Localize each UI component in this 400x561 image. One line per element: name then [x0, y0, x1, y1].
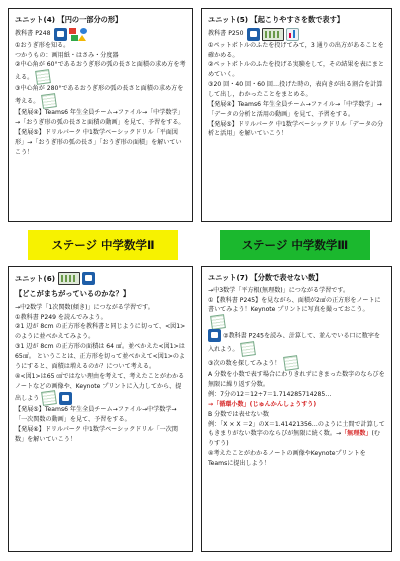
unit-7-line-3: ②教科書 P245を読み、計算して、並んでいる口に数字を入れよう。	[208, 332, 381, 354]
unit-6-line-1: →中2数学「1次関数(傾き)」につながる学習です。	[15, 303, 154, 311]
notebook-icon	[283, 355, 299, 371]
unit-7-line-1: →中3数学「平方根(無理数)」につながる学習です。	[208, 286, 350, 294]
unit-5-line-2: ②ペットボトルのふたを投げる実験をして，その結果を表にまとめていく。	[208, 61, 384, 79]
keynote-icon	[59, 392, 72, 405]
unit-7-card	[201, 266, 392, 552]
unit-6-line-2: ①教科書 P249 を読んでみよう。	[15, 313, 107, 321]
unit-5-line-1: ①ペットボトルのふたを投げてみて，3 通りの出方があることを確かめる。	[208, 41, 384, 59]
unit-7-title: ユニット(7) 【分数で表せない数】	[208, 273, 323, 282]
unit-5-line-4: 【発展④】Teams6 年生全員チーム→ファイル→「中学数学」→「データの分析と活用の動画」を見て、予習をする。	[208, 100, 382, 118]
table-icon	[58, 272, 80, 285]
unit-4-line-1: ①おうぎ形を知る。	[15, 41, 70, 49]
stage-2-banner: ステージ 中学数学Ⅱ	[28, 230, 178, 260]
unit-6-question: 【どこがまちがっているのかな？】	[15, 289, 131, 298]
stage-3-banner: ステージ 中学数学Ⅲ	[220, 230, 370, 260]
table-icon	[262, 28, 284, 41]
unit-5-line-5: 【発展⑤】ドリルパーク 中1数学ベーシックドリル「データの分析と活用」を解いていこう！	[208, 120, 384, 138]
unit-7-line-7: →「循環小数」(じゅんかんしょうすう)	[208, 400, 317, 408]
unit-6-line-3: ②1 辺が 8cm の正方形を教科書と同じように切って、<図1>のように並べかえてみよう。	[15, 323, 186, 341]
keynote-icon	[208, 329, 221, 342]
unit-5-line-3: ③20 回・40 回・60 回…投げた時の，表向きが出る割合を計算して出し，わかったことをまとめる。	[208, 81, 383, 98]
notebook-icon	[241, 341, 257, 357]
keynote-icon	[82, 272, 95, 285]
keynote-icon	[247, 28, 260, 41]
unit-4-title: ユニット(4) 【円の一部分の形】	[15, 15, 123, 24]
unit-5-page: 教科書 P250	[208, 30, 244, 38]
unit-6-line-7: 【発展⑥】ドリルパーク 中1数学ベーシックドリル「一次関数」を解いていこう！	[15, 426, 178, 443]
unit-4-page: 教科書 P248	[15, 30, 51, 38]
unit-6-card	[8, 266, 193, 552]
unit-7-line-6: 例：7分の12＝12÷7＝1.714285714285…	[208, 390, 332, 398]
notebook-icon	[41, 93, 57, 109]
unit-4-line-4: ③中心角が 280°であるおうぎ形の弧の長さと面積の求め方を考える。	[15, 85, 184, 106]
shapes-icon	[69, 28, 87, 41]
chart-icon	[286, 28, 299, 41]
unit-7-line-10: ④考えたことがわかるノートの画像やKeynoteプリントをTeamsに提出しよう！	[208, 450, 366, 467]
notebook-icon	[210, 314, 226, 330]
unit-7-line-5: A 分数を小数で表す場合にわりきれずにきまった数字のならびを無限に繰り返す分数。	[208, 371, 385, 389]
unit-4-line-5: 【発展④】Teams6 年生全員チーム→ファイル→「中学数学」→「おうぎ形の弧の長さと面積の動画」を見て、予習をする。	[15, 109, 185, 126]
unit-4-card	[8, 8, 193, 222]
unit-5-card	[201, 8, 392, 222]
unit-7-line-4: ③次の数を探してみよう！	[208, 360, 281, 368]
unit-6-line-6: 【発展⑤】Teams6 年生全員チーム→ファイル→中学数学→「一次関数の動画」を見て、予習をする。	[15, 406, 177, 424]
notebook-icon	[41, 390, 57, 406]
emphasis-term: 「無理数」	[341, 430, 372, 438]
keynote-icon	[54, 28, 67, 41]
unit-6-line-4: ③1 辺が 8cm の正方形の面積は 64 ㎠。並べかえた<図1>は65㎠。 ということは、正方形を切って並べかえて<図1>のようにすると、面積は増えるのか？について考える。	[15, 343, 186, 370]
unit-7-line-8: B 分数では表せない数	[208, 410, 269, 418]
unit-6-title: ユニット(6)	[15, 273, 56, 283]
unit-6-line-5: ④<図1>は65 ㎠ではない理由を考えて、考えたことがわかるノートなどの画像や、Keynote プリントに入力してから、提出しよう	[15, 372, 185, 403]
unit-4-line-2: つかうもの：画用紙・はさみ・分度器	[15, 51, 119, 59]
unit-5-title: ユニット(5) 【起こりやすさを数で表す】	[208, 15, 344, 24]
notebook-icon	[35, 69, 51, 85]
unit-7-line-9: 例：「X × X ＝2」のX＝1.41421356…のように土間で計算してもきまりがない数字のならびが無限に続く数。→「無理数」(むりすう)	[208, 420, 385, 448]
unit-4-line-6: 【発展⑤】ドリルパーク 中1数学ベーシックドリル「平面図形」→「おうぎ形の弧の長さ」「おうぎ形の面積」を解いていこう！	[15, 128, 182, 156]
unit-7-line-2: ①【教科書 P245】を見ながら、面積が2㎠の正方形をノートに書いてみよう！Keynote プリントに写真を撮っておこう。	[208, 296, 381, 314]
unit-4-line-3: ②中心角が 60°であるおうぎ形の弧の長さと面積の求め方を考える。	[15, 61, 186, 82]
